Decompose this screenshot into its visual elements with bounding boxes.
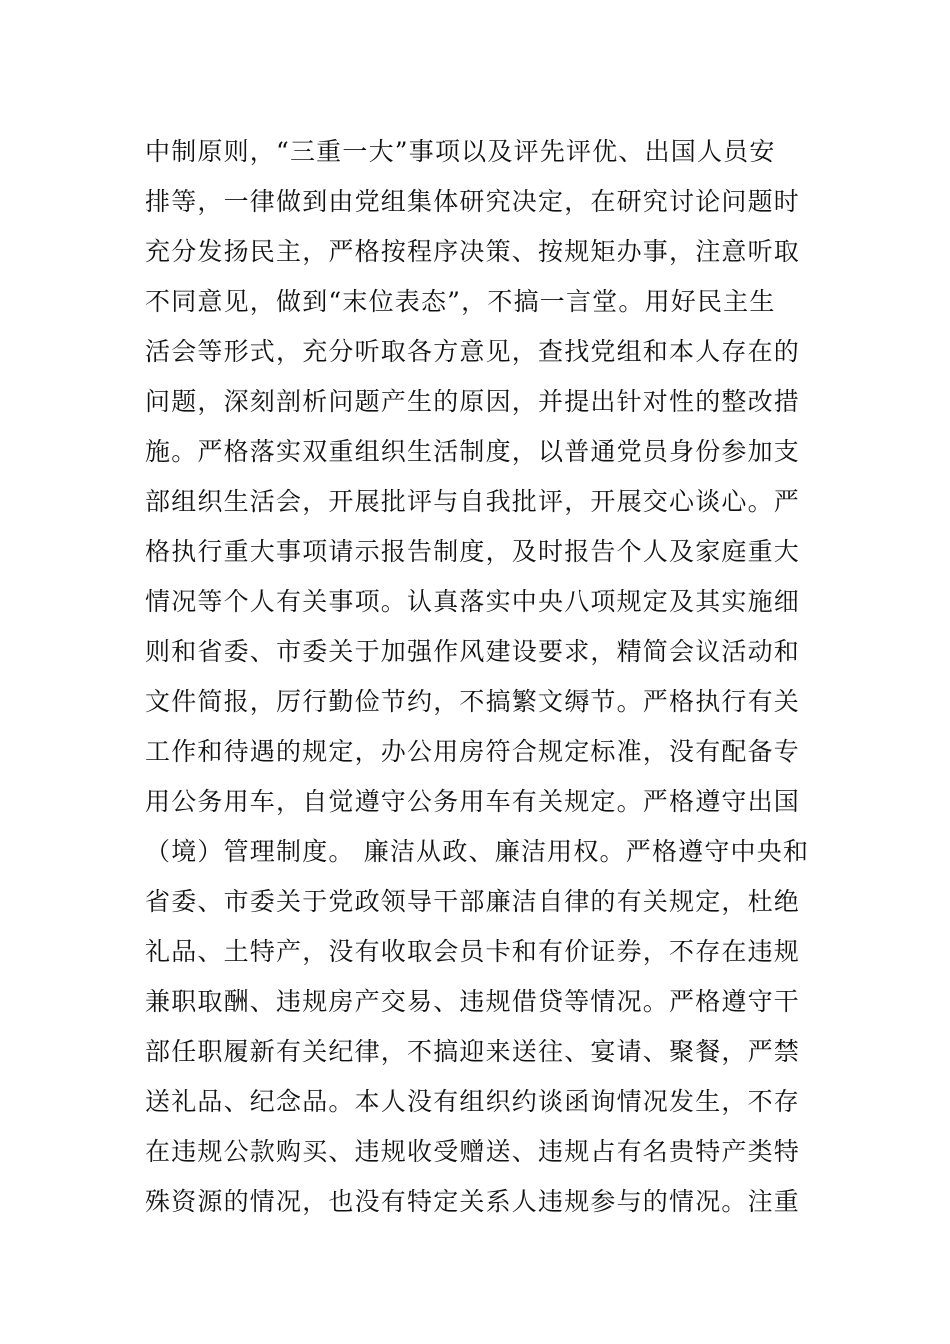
text-line: 兼职取酬、违规房产交易、违规借贷等情况。严格遵守干 (145, 987, 801, 1016)
text-line: 礼品、土特产，没有收取会员卡和有价证券，不存在违规 (145, 937, 801, 966)
text-line: 情况等个人有关事项。认真落实中央八项规定及其实施细 (145, 587, 801, 616)
text-line: 排等，一律做到由党组集体研究决定，在研究讨论问题时 (145, 187, 801, 216)
body-text (145, 127, 810, 1227)
text-line: 殊资源的情况，也没有特定关系人违规参与的情况。注重 (145, 1187, 801, 1216)
text-line: 充分发扬民主，严格按程序决策、按规矩办事，注意听取 (145, 237, 801, 266)
text-line: 部任职履新有关纪律，不搞迎来送往、宴请、聚餐，严禁 (145, 1037, 801, 1066)
text-line: 文件简报，厉行勤俭节约，不搞繁文缛节。严格执行有关 (145, 687, 801, 716)
text-line: 格执行重大事项请示报告制度，及时报告个人及家庭重大 (145, 537, 801, 566)
text-line: 不同意见，做到“末位表态”，不搞一言堂。用好民主生 (145, 287, 776, 316)
text-line: 部组织生活会，开展批评与自我批评，开展交心谈心。严 (145, 487, 801, 516)
text-line: 中制原则，“三重一大”事项以及评先评优、出国人员安 (145, 137, 776, 166)
text-line: 活会等形式，充分听取各方意见，查找党组和本人存在的 (145, 337, 801, 366)
text-line: 工作和待遇的规定，办公用房符合规定标准，没有配备专 (145, 737, 801, 766)
text-line: 省委、市委关于党政领导干部廉洁自律的有关规定，杜绝 (145, 887, 801, 916)
text-line: 在违规公款购买、违规收受赠送、违规占有名贵特产类特 (145, 1137, 801, 1166)
text-line: 送礼品、纪念品。本人没有组织约谈函询情况发生，不存 (145, 1087, 801, 1116)
text-line: 问题，深刻剖析问题产生的原因，并提出针对性的整改措 (145, 387, 801, 416)
text-line: 则和省委、市委关于加强作风建设要求，精简会议活动和 (145, 637, 801, 666)
text-line: 施。严格落实双重组织生活制度，以普通党员身份参加支 (145, 437, 801, 466)
text-line: （境）管理制度。 廉洁从政、廉洁用权。严格遵守中央和 (145, 837, 810, 866)
text-line: 用公务用车，自觉遵守公务用车有关规定。严格遵守出国 (145, 787, 801, 816)
